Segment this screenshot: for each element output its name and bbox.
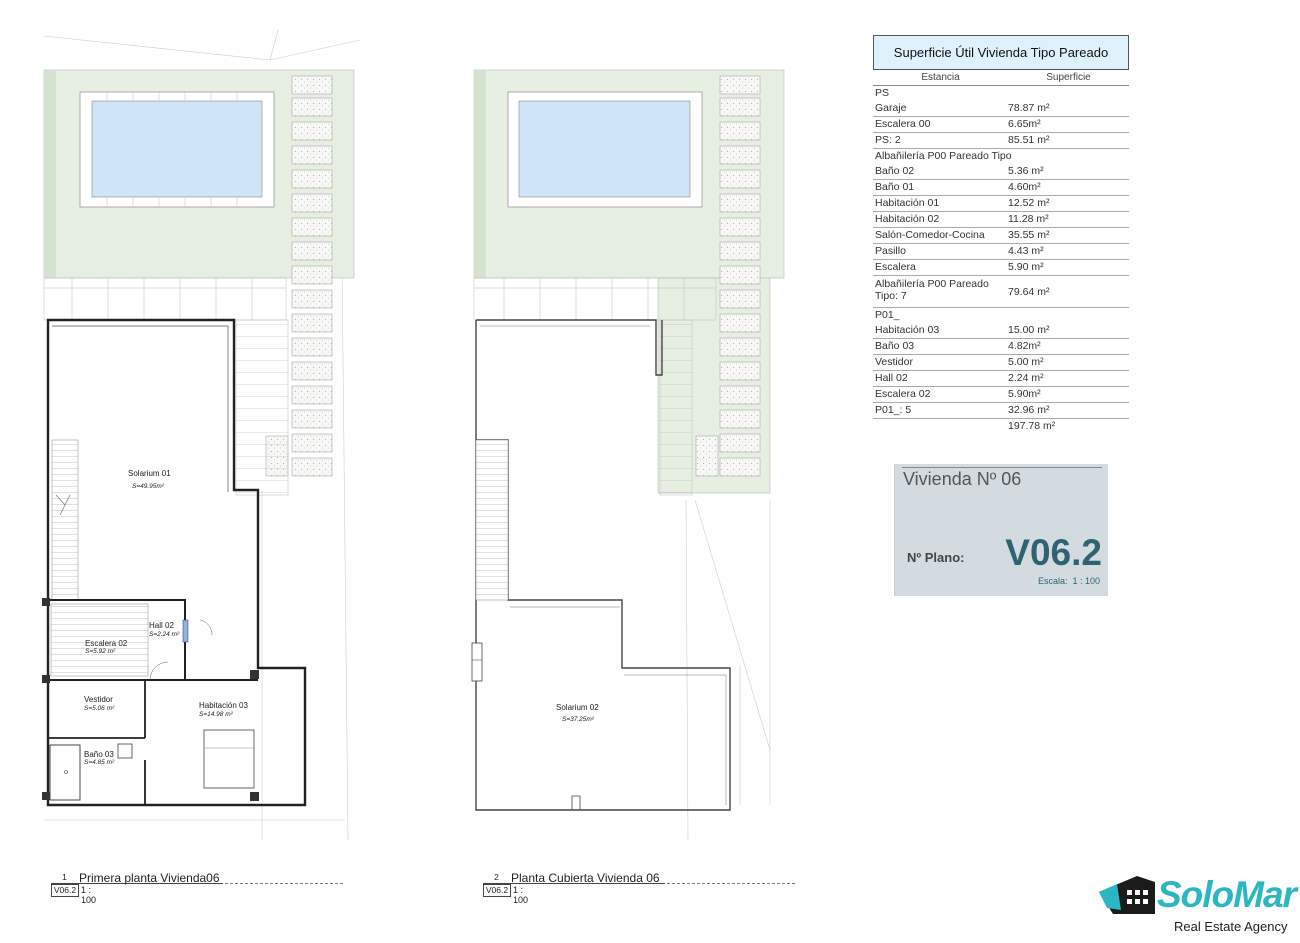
header-estancia: Estancia [921,72,960,83]
row-superficie: 4.43 m² [1008,245,1044,257]
vivienda-title: Vivienda Nº 06 [903,469,1022,489]
table-title: Superficie Útil Vivienda Tipo Pareado [873,35,1129,70]
pool-1 [92,101,262,197]
room-bano03-name: Baño 03 [84,750,114,759]
room-solarium01-name: Solarium 01 [128,469,171,478]
row-estancia: Baño 02 [875,165,915,177]
room-habitacion03-area: S=14.98 m² [199,711,233,718]
header-superficie: Superficie [1046,72,1091,83]
table-row [873,149,1129,164]
room-escalera02-area: S=5.92 m² [85,648,116,655]
table-row [873,244,1129,260]
table-row [873,133,1129,149]
row-estancia: Albañilería P00 Pareado Tipo [875,150,1012,162]
row-estancia: P01_ [875,309,900,321]
house-logo-icon [1097,874,1159,918]
table-row [873,86,1129,101]
table-row [873,260,1129,276]
row-estancia: P01_: 5 [875,404,912,416]
room-escalera02-name: Escalera 02 [85,639,128,648]
view-scale: 1 : 100 [513,885,529,905]
row-superficie: 85.51 m² [1008,134,1050,146]
table-row [873,117,1129,133]
room-bano03-area: S=4.85 m² [84,759,115,766]
row-superficie [1075,149,1129,164]
pool-2 [519,101,690,197]
plano-label: Nº Plano: [907,550,965,565]
table-header [873,70,1129,86]
row-superficie: 78.87 m² [1008,102,1050,114]
view-scale: 1 : 100 [81,885,97,905]
row-estancia: PS: 2 [875,134,901,146]
view-dash-line [667,883,795,884]
room-vestidor-name: Vestidor [84,695,113,704]
row-estancia: Escalera [875,261,916,273]
view-number: 2 [494,872,499,882]
table-total-row [873,419,1129,434]
row-superficie [1008,86,1129,101]
room-hall02-name: Hall 02 [149,621,174,630]
table-row [873,371,1129,387]
row-superficie: 5.00 m² [1008,356,1044,368]
row-estancia: Hall 02 [875,372,908,384]
scale-value: 1 : 100 [1072,576,1100,586]
row-estancia: Baño 01 [875,181,915,193]
plan-info-box [894,464,1108,596]
view-name: Primera planta Vivienda06 [79,871,220,885]
row-superficie: 15.00 m² [1008,324,1050,336]
row-estancia: Escalera 00 [875,118,931,130]
table-row [873,212,1129,228]
row-estancia: Habitación 03 [875,324,940,336]
view-name: Planta Cubierta Vivienda 06 [511,871,660,885]
table-row [873,308,1129,323]
table-row [873,228,1129,244]
row-superficie: 2.24 m² [1008,372,1044,384]
row-estancia: Pasillo [875,245,906,257]
row-superficie: 197.78 m² [1008,420,1056,432]
plan-planta-cubierta [472,70,784,840]
row-estancia: Escalera 02 [875,388,931,400]
room-vestidor-area: S=5.06 m² [84,705,115,712]
table-row [873,387,1129,403]
table-row [873,323,1129,339]
table-row [873,355,1129,371]
row-superficie: 4.60m² [1008,181,1041,193]
row-estancia [873,419,1008,434]
row-superficie: 4.82m² [1008,340,1041,352]
row-estancia: Habitación 01 [875,197,940,209]
table-row [873,164,1129,180]
row-estancia: Salón-Comedor-Cocina [875,229,985,241]
row-estancia: Albañilería P00 Pareado Tipo: 7 [875,278,989,302]
view-number: 1 [62,872,67,882]
view-ref: V06.2 [483,884,511,897]
row-estancia: Vestidor [875,356,913,368]
room-habitacion03-name: Habitación 03 [199,701,248,710]
brand-name: SoloMar [1157,874,1296,915]
row-superficie: 5.90 m² [1008,261,1044,273]
room-solarium01-area: S=49.95m² [132,483,164,490]
row-estancia: Garaje [875,102,907,114]
scale-text [1038,576,1100,586]
row-superficie: 5.36 m² [1008,165,1044,177]
row-superficie [1008,308,1129,323]
row-superficie: 5.90m² [1008,388,1041,400]
row-estancia: Baño 03 [875,340,915,352]
room-solarium02-name: Solarium 02 [556,703,599,712]
row-estancia: PS [875,87,890,99]
row-superficie: 6.65m² [1008,118,1041,130]
room-hall02-area: S=2.24 m² [149,631,180,638]
table-row [873,403,1129,419]
table-row [873,101,1129,117]
table-row [873,180,1129,196]
scale-label: Escala: [1037,576,1068,586]
divider [902,467,1102,468]
table-row [873,196,1129,212]
row-superficie: 11.28 m² [1008,213,1049,225]
row-estancia: Habitación 02 [875,213,940,225]
solomar-logo [1097,874,1297,938]
row-superficie: 12.52 m² [1008,197,1050,209]
table-row [873,339,1129,355]
row-superficie: 35.55 m² [1008,229,1050,241]
row-superficie: 79.64 m² [1008,285,1050,298]
plan-primera-planta [42,30,360,840]
area-table [873,35,1129,434]
row-superficie: 32.96 m² [1008,404,1050,416]
table-row [873,276,1129,308]
room-solarium02-area: S=37.25m² [562,716,594,723]
view-ref: V06.2 [51,884,79,897]
plano-number: V06.2 [1005,532,1102,573]
brand-tagline: Real Estate Agency [1174,919,1288,934]
view-dash-line [225,883,343,884]
